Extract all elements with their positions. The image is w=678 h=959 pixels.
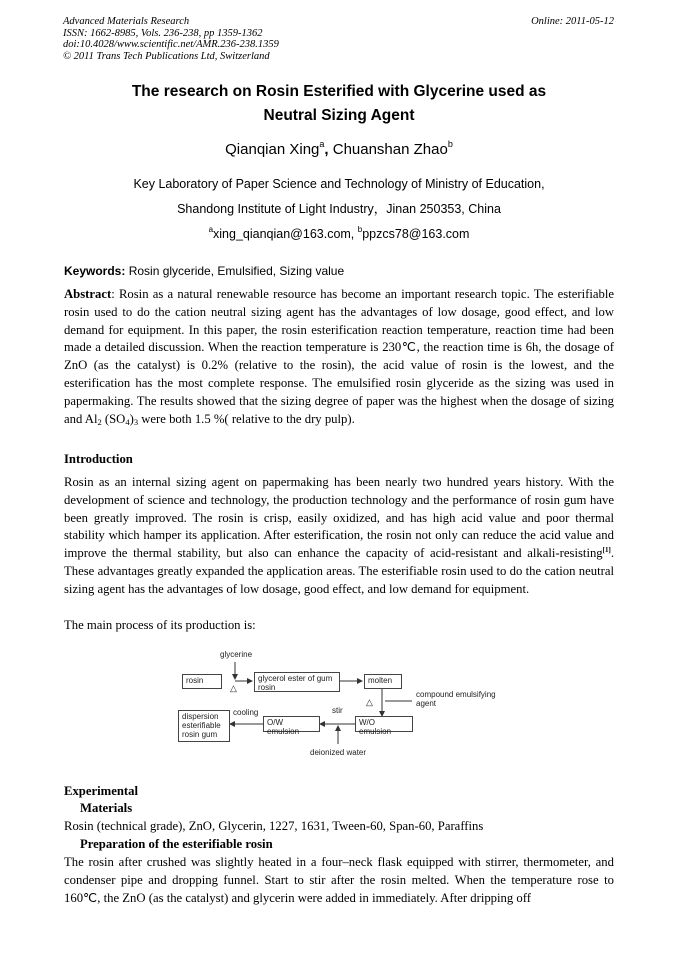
label-stir: stir — [332, 706, 343, 715]
citation-1[interactable]: [1] — [602, 546, 611, 555]
heat-symbol-2: △ — [366, 697, 373, 707]
paper-title — [60, 80, 618, 128]
box-wo-emulsion: W/O emulsion — [355, 716, 413, 732]
preparation-heading: Preparation of the esterifiable rosin — [80, 837, 273, 851]
label-deionized-water: deionized water — [310, 748, 367, 757]
box-dispersion: dispersion esterifiable rosin gum — [178, 710, 230, 742]
box-rosin: rosin — [182, 674, 222, 689]
doi-line: doi:10.4028/www.scientific.net/AMR.236-238.1359 — [63, 39, 279, 50]
materials-text: Rosin (technical grade), ZnO, Glycerin, 1227, 1631, Tween-60, Span-60, Paraffins — [64, 819, 484, 833]
introduction-paragraph — [64, 474, 614, 599]
email-b[interactable]: ppzcs78@163.com — [362, 227, 470, 241]
journal-name: Advanced Materials Research — [63, 16, 190, 27]
subscript-3: 3 — [133, 416, 139, 427]
box-glycerol-ester: glycerol ester of gum rosin — [254, 672, 340, 692]
keywords-text: Rosin glyceride, Emulsified, Sizing value — [125, 264, 345, 278]
intro-text-end: . These advantages greatly expanded the application areas. The esterifiable rosin used to do the cation neutral sizing agent has the advantages of low dosage, good effect, and low demand for equipment. — [64, 546, 614, 596]
keywords-label: Keywords: — [64, 264, 126, 278]
preparation-text: The rosin after crushed was slightly heated in a four–neck flask equipped with stirrer, thermometer, and condenser pipe and dropping funnel. Start to stir after the rosin melted. When the temperature rose to 160℃, the ZnO (as the catalyst) and glycerin were added in immediately. After dripping off — [64, 855, 614, 905]
abstract-text: : Rosin as a natural renewable resource has become an important research topic. The esterifiable rosin used to do the cation neutral sizing agent has the advantages of low dosage, good effect, and low demand for equipment. In this paper, the rosin esterification reaction temperature, reaction time had been made a detailed discussion. When the reaction temperature is 230℃, the reaction time is 6h, the dosage of ZnO (as the catalyst) is 0.2% (relative to the rosin), the acid value of rosin is the lowest, and the esterification has the most complete response. The emulsified rosin glyceride as the sizing was used in papermaking. The results showed that the sizing degree of paper was the highest when the dosage of sizing and Al — [64, 287, 614, 426]
author-1: Qianqian Xing — [225, 141, 320, 158]
email-a[interactable]: xing_qianqian@163.com, — [213, 227, 358, 241]
box-molten: molten — [364, 674, 402, 689]
email-a-mark: a — [208, 225, 214, 234]
online-date: Online: 2011-05-12 — [531, 16, 614, 27]
email-b-mark: b — [357, 225, 363, 234]
affiliation-line-1: Key Laboratory of Paper Science and Technology of Ministry of Education, — [133, 177, 545, 191]
abstract-text-end: were both 1.5 %( relative to the dry pulp). — [138, 411, 355, 426]
materials-heading: Materials — [80, 801, 133, 815]
intro-text: Rosin as an internal sizing agent on papermaking has been nearly two hundred years history. With the development of science and technology, the production technology and the performance of rosin gum have been greatly improved. The rosin is crisp, easily oxidized, and has high acid value and poor thermal stability which hamper its application. After esterification, the rosin not only can reduce the acid value and improve the thermal stability, but also can enhance the capacity of acid-resistant and alkali-resisting — [64, 475, 614, 561]
title-line-2: Neutral Sizing Agent — [263, 107, 415, 124]
abstract-label: Abstract — [64, 287, 112, 301]
subscript-4: 4 — [125, 416, 130, 427]
box-ow-emulsion: O/W emulsion — [263, 716, 320, 732]
copyright-line: © 2011 Trans Tech Publications Ltd, Switzerland — [63, 50, 270, 62]
affiliation-line-2: Shandong Institute of Light Industry，Jinan 250353, China — [177, 202, 501, 216]
abstract — [64, 286, 614, 428]
label-glycerine: glycerine — [220, 650, 253, 659]
abstract-text-mid: (SO — [101, 411, 126, 426]
introduction-heading: Introduction — [64, 452, 133, 466]
author-2-mark: b — [447, 139, 453, 149]
heat-symbol-1: △ — [230, 683, 237, 693]
process-flow-diagram — [170, 646, 510, 766]
author-1-mark: a — [319, 139, 325, 149]
experimental-heading: Experimental — [64, 784, 139, 798]
process-intro: The main process of its production is: — [64, 618, 256, 632]
issn-line: ISSN: 1662-8985, Vols. 236-238, pp 1359-1362 — [63, 27, 263, 39]
author-2: Chuanshan Zhao — [332, 141, 448, 158]
paren-close: ) — [129, 411, 134, 426]
label-compound-agent: compound emulsifying agent — [416, 690, 496, 708]
journal-header — [63, 16, 279, 62]
author-separator: , — [324, 141, 333, 158]
author-emails — [60, 226, 618, 242]
keywords — [64, 263, 344, 279]
subscript-2: 2 — [97, 416, 102, 427]
label-cooling: cooling — [233, 708, 259, 717]
author-list — [60, 140, 618, 160]
title-line-1: The research on Rosin Esterified with Glycerine used as — [131, 83, 547, 100]
